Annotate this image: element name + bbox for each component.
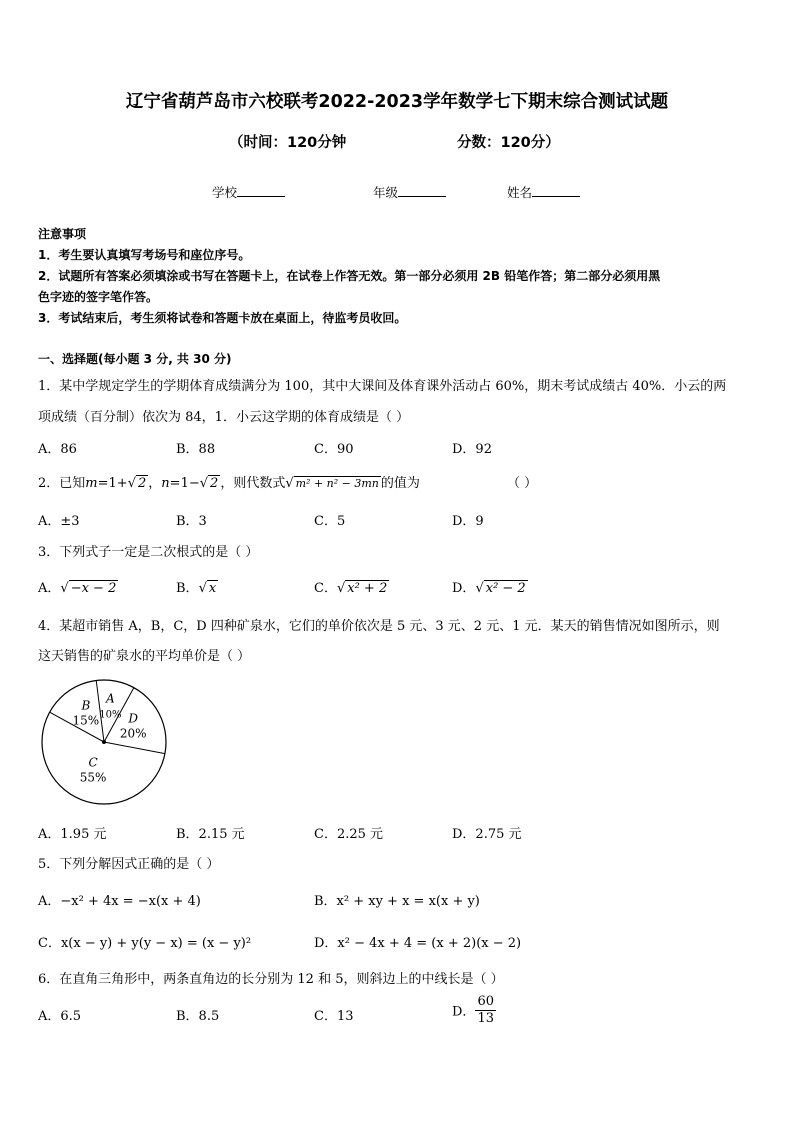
q2-mid-text: ，则代数式 bbox=[220, 476, 286, 491]
q2-n-radicand: 2 bbox=[210, 476, 219, 491]
q3-option-d[interactable]: D．√ x² − 2 bbox=[452, 581, 526, 596]
q4-option-b[interactable]: B．2.15 元 bbox=[176, 827, 245, 842]
school-field bbox=[212, 183, 285, 201]
note-item: 3．考试结束后，考生须将试卷和答题卡放在桌面上，待监考员收回。 bbox=[38, 311, 407, 325]
q3-option-c[interactable]: C．√ x² + 2 bbox=[314, 581, 388, 596]
q6-option-b[interactable]: B．8.5 bbox=[176, 1009, 220, 1024]
exam-score: 分数：120分） bbox=[457, 135, 560, 151]
name-field bbox=[507, 183, 580, 201]
q3-option-b-label: B． bbox=[176, 581, 199, 596]
grade-field bbox=[373, 183, 446, 201]
q3-option-d-radicand: x² − 2 bbox=[485, 581, 526, 596]
exam-time: （时间：120分钟 bbox=[229, 135, 347, 151]
grade-label: 年级 bbox=[373, 185, 399, 200]
pie-slice-label-C: 55% bbox=[79, 770, 107, 785]
q3-option-d-label: D． bbox=[452, 581, 476, 596]
q3-option-c-label: C． bbox=[314, 581, 337, 596]
pie-slice-name-C: C bbox=[88, 755, 98, 770]
q6-option-a[interactable]: A．6.5 bbox=[38, 1009, 82, 1024]
q2-m-value: 1+ bbox=[108, 476, 128, 491]
q2-stem: 2．已知m=1+√ 2 ，n=1−√ 2 ，则代数式√ m² + n² − 3mn 的值为 bbox=[38, 476, 420, 491]
q1-option-a[interactable]: A．86 bbox=[38, 442, 77, 457]
grade-blank[interactable] bbox=[398, 184, 446, 197]
q5-option-d[interactable]: D．x² − 4x + 4 = (x + 2)(x − 2) bbox=[314, 936, 522, 951]
name-label: 姓名 bbox=[507, 185, 533, 200]
q4-option-a[interactable]: A．1.95 元 bbox=[38, 827, 107, 842]
q2-n-value: 1− bbox=[180, 476, 200, 491]
q5-option-a[interactable]: A．−x² + 4x = −x(x + 4) bbox=[38, 894, 201, 909]
q6-option-c[interactable]: C．13 bbox=[314, 1009, 354, 1024]
q6-option-d-fraction bbox=[475, 994, 496, 1026]
pie-slice-name-D: D bbox=[128, 711, 138, 726]
q1-option-d[interactable]: D．92 bbox=[452, 442, 492, 457]
q2-option-d[interactable]: D．9 bbox=[452, 514, 484, 529]
notes-heading: 注意事项 bbox=[38, 227, 87, 241]
q2-option-c[interactable]: C．5 bbox=[314, 514, 346, 529]
q2-suffix: 的值为 bbox=[380, 476, 420, 491]
q5-option-b[interactable]: B．x² + xy + x = x(x + y) bbox=[314, 894, 480, 909]
q1-stem-line1: 1．某中学规定学生的学期体育成绩满分为 100，其中大课间及体育课外活动占 60%，期末考试成绩古 40%．小云的两 bbox=[38, 379, 727, 394]
q3-option-a-radicand: −x − 2 bbox=[70, 581, 117, 596]
q5-stem: 5．下列分解因式正确的是（ ） bbox=[38, 857, 220, 872]
page-title: 辽宁省葫芦岛市六校联考2022-2023学年数学七下期末综合测试试题 bbox=[125, 92, 669, 112]
school-label: 学校 bbox=[212, 185, 238, 200]
name-blank[interactable] bbox=[532, 184, 580, 197]
q1-option-c[interactable]: C．90 bbox=[314, 442, 354, 457]
q3-option-b[interactable]: B．√ x bbox=[176, 581, 217, 596]
q4-option-c[interactable]: C．2.25 元 bbox=[314, 827, 384, 842]
pie-center-dot bbox=[102, 740, 106, 744]
q2-eq: = bbox=[169, 476, 181, 491]
q5-option-c[interactable]: C．x(x − y) + y(y − x) = (x − y)² bbox=[38, 936, 252, 951]
q1-stem-line2: 项成绩（百分制）依次为 84，1．小云这学期的体育成绩是（ ） bbox=[38, 410, 410, 425]
note-item: 色字迹的签字笔作答。 bbox=[38, 290, 159, 304]
q2-eq: = bbox=[97, 476, 109, 491]
q2-prefix: 2．已知 bbox=[38, 476, 86, 491]
pie-slice-name-B: B bbox=[81, 698, 91, 713]
pie-slice-label-A: 10% bbox=[99, 709, 122, 721]
q2-m-radicand: 2 bbox=[137, 476, 147, 491]
pie-slice-label-D: 20% bbox=[119, 726, 147, 741]
q3-option-c-radicand: x² + 2 bbox=[347, 581, 388, 596]
q3-option-a-label: A． bbox=[38, 581, 61, 596]
q3-option-a[interactable]: A．√ −x − 2 bbox=[38, 581, 117, 596]
q6-stem: 6．在直角三角形中，两条直角边的长分别为 12 和 5，则斜边上的中线长是（ ） bbox=[38, 972, 504, 987]
pie-slice-name-A: A bbox=[106, 691, 115, 706]
q4-stem-line1: 4．某超市销售 A，B，C，D 四种矿泉水，它们的单价依次是 5 元、3 元、2 元、1 元．某天的销售情况如图所示，则 bbox=[38, 619, 720, 634]
q4-option-d[interactable]: D．2.75 元 bbox=[452, 827, 522, 842]
q2-comma: ， bbox=[148, 476, 162, 491]
q1-option-b[interactable]: B．88 bbox=[176, 442, 216, 457]
q6-option-d-label: D． bbox=[452, 1004, 476, 1020]
q3-stem: 3．下列式子一定是二次根式的是（ ） bbox=[38, 545, 259, 560]
q4-stem-line2: 这天销售的矿泉水的平均单价是（ ） bbox=[38, 649, 251, 664]
q3-option-b-radicand: x bbox=[208, 581, 217, 596]
fraction-denominator: 13 bbox=[477, 1010, 494, 1026]
note-item: 1．考生要认真填写考场号和座位序号。 bbox=[38, 248, 251, 262]
q2-expression-radicand: m² + n² − 3mn bbox=[295, 477, 379, 490]
pie-chart bbox=[38, 675, 178, 810]
fraction-numerator: 60 bbox=[477, 994, 494, 1009]
q2-option-a[interactable]: A．±3 bbox=[38, 514, 80, 529]
q2-var-m: m bbox=[85, 476, 98, 491]
q2-answer-paren: （ ） bbox=[507, 476, 538, 491]
pie-slice-label-B: 15% bbox=[72, 713, 100, 728]
section-heading: 一、选择题(每小题 3 分, 共 30 分) bbox=[38, 352, 232, 366]
q2-option-b[interactable]: B．3 bbox=[176, 514, 207, 529]
q6-option-d[interactable] bbox=[452, 994, 496, 1026]
school-blank[interactable] bbox=[237, 184, 285, 197]
q2-var-n: n bbox=[161, 476, 170, 491]
note-item: 2．试题所有答案必须填涂或书写在答题卡上，在试卷上作答无效。第一部分必须用 2B 铅笔作答；第二部分必须用黑 bbox=[38, 269, 661, 283]
